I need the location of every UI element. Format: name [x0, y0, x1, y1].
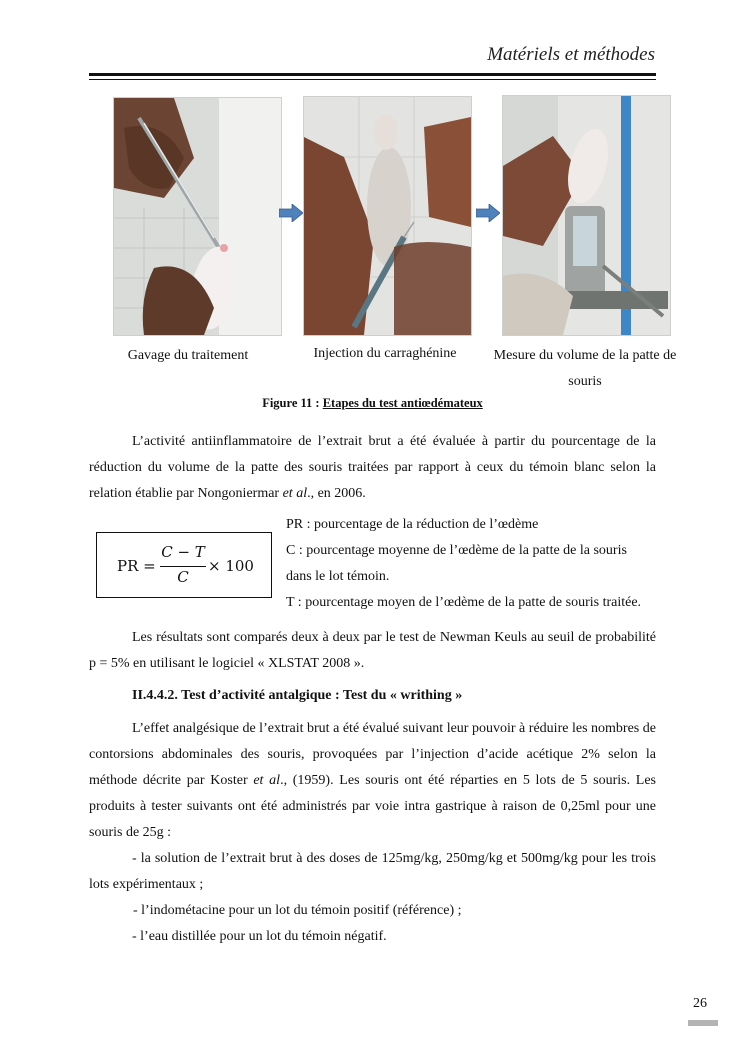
paragraph-1-text-a: L’activité antiinflammatoire de l’extrait brut a été évaluée à partir du pourcentage de la réduction du volume de la patte des souris traitées par rapport à ceux du témoin blanc selon la relation établie par Nongoniermar [89, 434, 656, 501]
paragraph-1-etal: et al [282, 486, 308, 501]
formula-denominator: C [177, 568, 189, 586]
figure-title-text: Etapes du test antiœdémateux [322, 396, 483, 410]
paragraph-2: Les résultats sont comparés deux à deux par le test de Newman Keuls au seuil de probabilité p = 5% en utilisant le logiciel « XLSTAT 2008 ». [89, 630, 656, 671]
list-item-2: - l’indométacine pour un lot du témoin positif (référence) ; [133, 903, 462, 918]
formula-fraction-bar [160, 566, 206, 567]
photo-gavage [113, 97, 282, 336]
figure-label: Figure 11 : [262, 396, 323, 410]
running-header: Matériels et méthodes [487, 44, 655, 65]
caption-measure-line1: Mesure du volume de la patte de [493, 348, 677, 363]
paragraph-3-etal: et al [253, 773, 281, 788]
formula-lhs: PR = [117, 557, 156, 575]
list-item-3: - l’eau distillée pour un lot du témoin négatif. [132, 929, 387, 944]
caption-injection: Injection du carraghénine [313, 346, 457, 361]
definition-c-line2: dans le lot témoin. [286, 569, 390, 584]
arrow-right-icon [279, 204, 303, 222]
paragraph-1-text-b: ., en 2006. [307, 486, 366, 501]
formula-rhs: × 100 [208, 557, 254, 575]
list-item-1: - la solution de l’extrait brut à des doses de 125mg/kg, 250mg/kg et 500mg/kg pour les trois lots expérimentaux ; [89, 851, 656, 892]
header-rule-thick [89, 73, 656, 76]
formula-box [96, 532, 272, 598]
page-number-bar [688, 1020, 718, 1026]
formula-numerator: C − T [161, 543, 205, 561]
definition-t: T : pourcentage moyen de l’œdème de la patte de souris traitée. [286, 595, 642, 610]
photo-measure [502, 95, 671, 336]
header-rule-thin [89, 79, 656, 80]
arrow-right-icon [476, 204, 500, 222]
section-heading: II.4.4.2. Test d’activité antalgique : Test du « writhing » [132, 688, 463, 703]
paragraph-1 [89, 429, 656, 507]
figure-title [0, 396, 745, 411]
definition-c-line1: C : pourcentage moyenne de l’œdème de la patte de la souris [286, 543, 627, 558]
paragraph-3-text-b: ., (1959). Les souris ont été réparties en 5 lots de 5 souris. Les produits à tester suivants ont été administrés par voie intra gastrique à raison de 0,25ml pour une souris de 25g : [89, 773, 656, 840]
photo-injection [303, 96, 472, 336]
caption-measure-line2: souris [568, 374, 602, 389]
page-number: 26 [693, 996, 707, 1011]
paragraph-3-text-a: L’effet analgésique de l’extrait brut a été évalué suivant leur pouvoir à réduire les nombres de contorsions abdominales des souris, provoquées par l’injection d’acide acétique 2% selon la méthode décrite par Koster [89, 721, 656, 788]
definition-pr: PR : pourcentage de la réduction de l’œdème [286, 517, 539, 532]
paragraph-3 [89, 716, 656, 846]
caption-gavage: Gavage du traitement [127, 348, 249, 363]
